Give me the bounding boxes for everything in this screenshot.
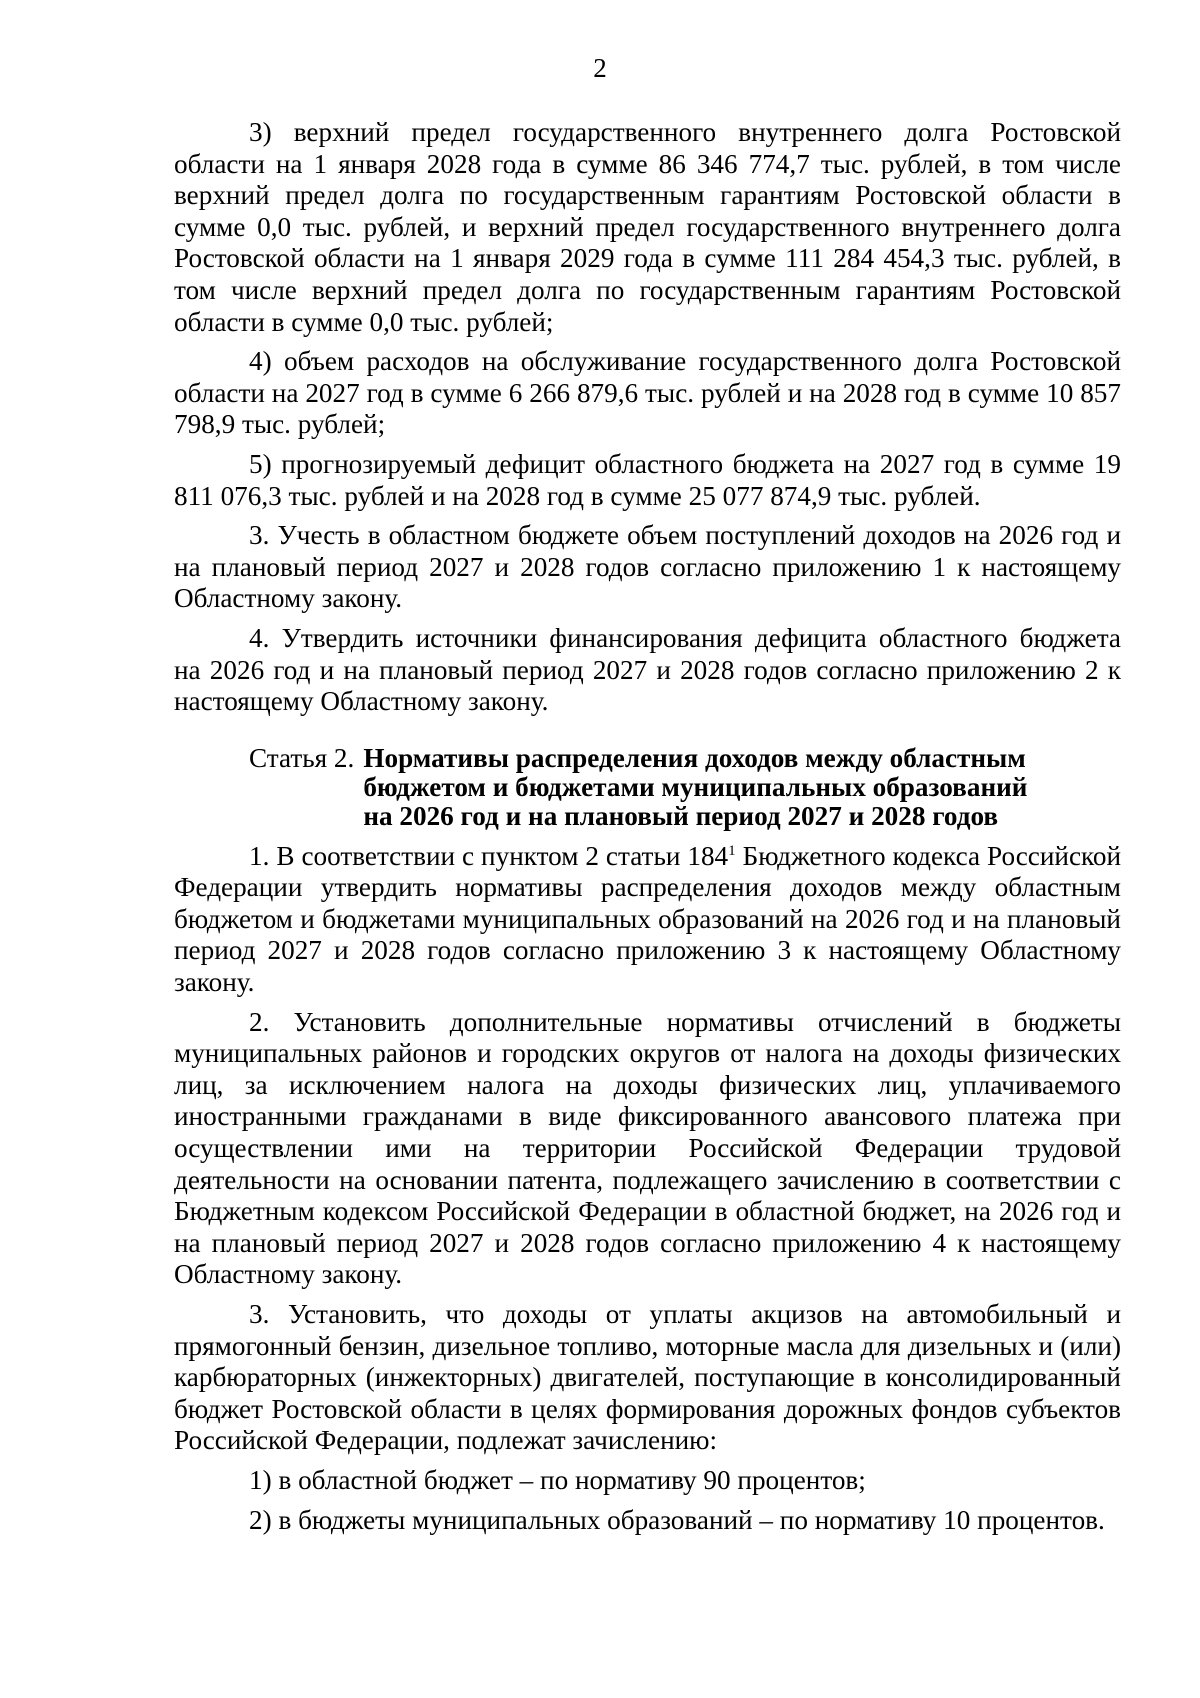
text-run: 1. В соответствии с пунктом 2 статьи 184 [249, 840, 729, 871]
superscript: 1 [728, 842, 736, 859]
paragraph-financing-sources: 4. Утвердить источники финансирования дефицита областного бюджета на 2026 год и на плановый период 2027 и 2028 годов согласно приложению 2 к настоящему Областному закону. [174, 622, 1121, 717]
paragraph-regional-share: 1) в областной бюджет – по нормативу 90 процентов; [249, 1464, 866, 1495]
paragraph-debt-limit: 3) верхний предел государственного внутреннего долга Ростовской области на 1 января 2028 года в сумме 86 346 774,7 тыс. рублей, в том числе верхний предел долга по государственным гарантиям Ростовской области в сумме 0,0 тыс. рублей, и верхний предел государственного внутреннего долга Ростовской области на 1 января 2029 года в сумме 111 284 454,3 тыс. рублей, в том числе верхний предел долга по государственным гарантиям Ростовской области в сумме 0,0 тыс. рублей; [174, 117, 1121, 337]
article-title-line: на 2026 год и на плановый период 2027 и 2028 годов [363, 800, 999, 831]
article-title-line: бюджетом и бюджетами муниципальных образований [363, 771, 1028, 802]
paragraph-excise: 3. Установить, что доходы от уплаты акцизов на автомобильный и прямогонный бензин, дизельное топливо, моторные масла для дизельных и (или) карбюраторных (инжекторных) двигателей, поступающие в консолидированный бюджет Ростовской области в целях формирования дорожных фондов субъектов Российской Федерации, подлежат зачислению: [174, 1299, 1121, 1456]
paragraph-additional-normatives: 2. Установить дополнительные нормативы отчислений в бюджеты муниципальных районов и городских округов от налога на доходы физических лиц, за исключением налога на доходы физических лиц, уплачиваемого иностранными гражданами в виде фиксированного авансового платежа при осуществлении ими на территории Российской Федерации трудовой деятельности на основании патента, подлежащего зачислению в соответствии с Бюджетным кодексом Российской Федерации в областной бюджет, на 2026 год и на плановый период 2027 и 2028 годов согласно приложению 4 к настоящему Областному закону. [174, 1006, 1121, 1290]
document-body [174, 117, 1121, 1544]
paragraph-municipal-share: 2) в бюджеты муниципальных образований – по нормативу 10 процентов. [249, 1504, 1105, 1535]
paragraph-revenue: 3. Учесть в областном бюджете объем поступлений доходов на 2026 год и на плановый период 2027 и 2028 годов согласно приложению 1 к настоящему Областному закону. [174, 520, 1121, 614]
text-run: Бюджетного кодекса Российской Федерации утвердить нормативы распределения доходов между областным бюджетом и бюджетами муниципальных образований на 2026 год и на плановый период 2027 и 2028 годов согласно приложению 3 к настоящему Областному закону. [174, 840, 1122, 998]
article-heading [174, 744, 1121, 831]
paragraph-debt-service: 4) объем расходов на обслуживание государственного долга Ростовской области на 2027 год в сумме 6 266 879,6 тыс. рублей и на 2028 год в сумме 10 857 798,9 тыс. рублей; [174, 346, 1121, 440]
article-title-line: Нормативы распределения доходов между областным [363, 742, 1026, 773]
paragraph-deficit: 5) прогнозируемый дефицит областного бюджета на 2027 год в сумме 19 811 076,3 тыс. рублей и на 2028 год в сумме 25 077 874,9 тыс. рублей. [174, 448, 1121, 511]
article-label: Статья 2. [249, 742, 355, 773]
paragraph-normatives [174, 841, 1121, 999]
page-number: 2 [593, 53, 607, 83]
article-title [363, 744, 1063, 831]
